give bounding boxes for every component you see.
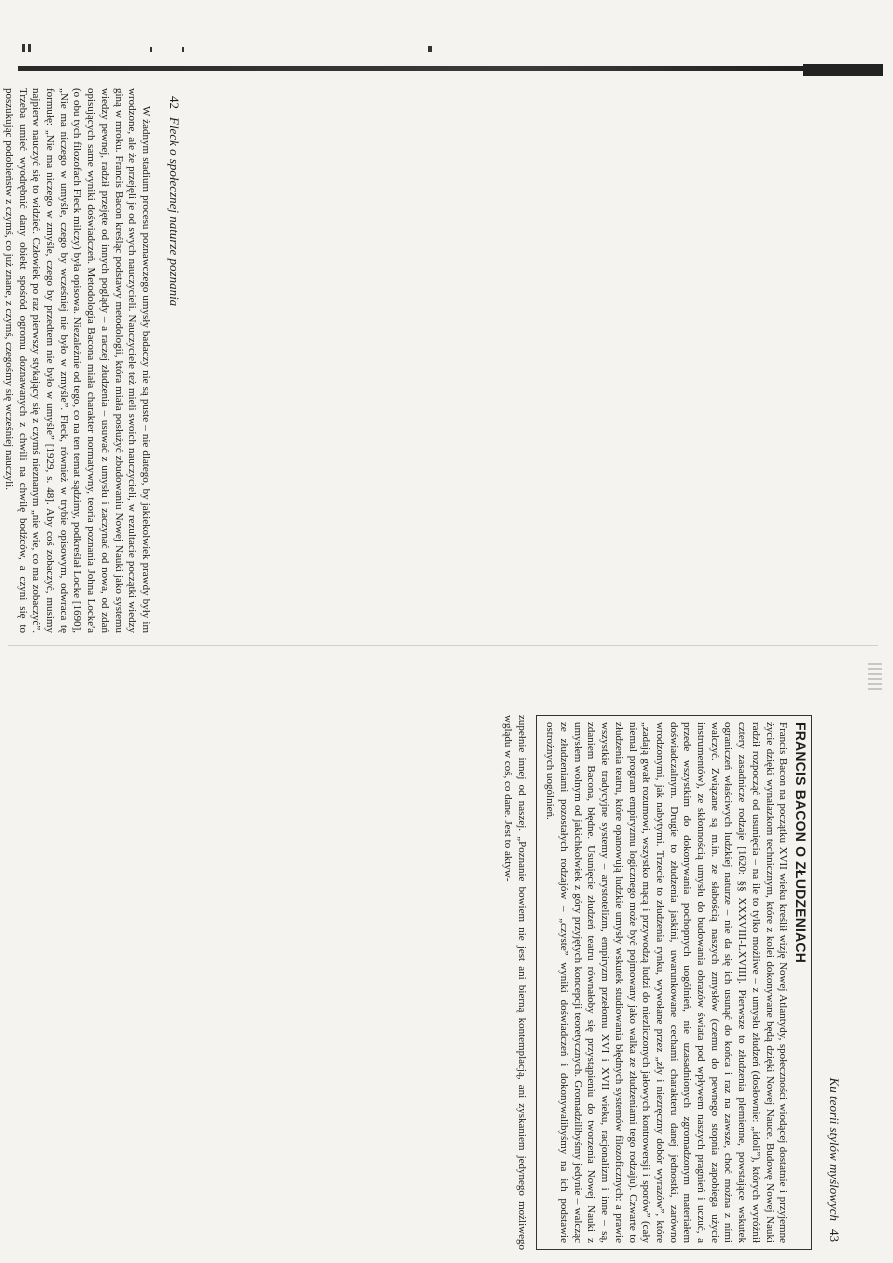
scan-mark xyxy=(428,46,432,52)
page-edge-rule xyxy=(18,66,873,71)
page-edge-shadow xyxy=(803,64,883,76)
box-title: FRANCIS BACON O ZŁUDZENIACH xyxy=(793,722,809,964)
continuation-text: zupełnie innej od naszej. „Poznanie bowiem nie jest ani bierną kontemplacją, ani zyskaniem jedynego możliwego wglądu w coś, co dane. Jest to aktyw- xyxy=(501,715,528,1250)
right-page-body xyxy=(500,715,812,1250)
scan-mark xyxy=(182,47,184,52)
book-gutter xyxy=(8,645,878,646)
continuation-text-block xyxy=(500,715,527,1250)
sidebar-box xyxy=(536,715,812,1250)
gutter-noise xyxy=(868,660,882,690)
paragraph: W żadnym stadium procesu poznawczego umysły badaczy nie są puste – nie dlatego, by jakiekolwiek prawdy były im wrodzone, ale że przejęli je od swych nauczycieli. Nauczyciele też mieli swoich nauczycieli, w rezultacie początki wiedzy giną w mroku. Francis Bacon kreśląc podstawy metodologii, która miała posłużyć zbudowaniu Nowej Nauki jako systemu wiedzy pewnej, radził przejęte od innych poglądy – a raczej złudzenia – usuwać z umysłu i zaczynać od nowa, od zdań opisujących same wyniki doświadczeń. Metodologia Bacona miała charakter normatywny, teoria poznania Johna Locke'a (o obu tych filozofach Fleck milczy) była opisowa. Niezależnie od tego, co na ten temat sądzimy, podkreślał Locke [1690], „Nie ma niczego w umyśle, czego by wcześniej nie było w zmyśle”. Fleck, również w trybie opisowym, odwraca tę formułę: „Nie ma niczego w zmyśle, czego by przedtem nie było w umyśle” [1929, s. 48]. Aby coś zobaczyć, musimy najpierw nauczyć się to widzieć. Człowiek po raz pierwszy stykający się z czymś nieznanym „nie wie, co ma zobaczyć”. Trzeba umieć wyodrębnić dany obiekt spośród ogromu doznawanych z chwili na chwilę bodźców, a czyni się to poszukując podobieństw z czymś, co już znane, z czymś, czegośmy się wcześniej nauczyli. xyxy=(2,88,152,633)
scan-mark xyxy=(150,47,152,52)
right-page-number: 43 xyxy=(827,1229,842,1242)
right-running-title: Ku teorii stylów myślowych xyxy=(827,1077,842,1221)
scan-mark xyxy=(28,44,31,52)
left-page-body xyxy=(0,88,152,633)
right-running-head xyxy=(826,715,842,1250)
left-page-number: 42 xyxy=(167,96,182,109)
box-text: Francis Bacon na początku XVII wieku kreślił wizję Nowej Atlantydy, społeczności wiodącej dostatnie i przyjemne życie dzięki wynalazkom technicznym, które z kolei dokonywane będą dzięki Nowej Nauce. Budowę Nowej Nauki radził rozpocząć od usunięcia – na ile to tylko możliwe – z umysłu złudzeń (dosłownie: „idoli”), których wyróżnił cztery zasadnicze rodzaje [1620: §§ XXXVIII-LXVIII]. Pierwsze to złudzenia plemienne, powstające wskutek ograniczeń właściwych ludzkiej naturze – nie da się ich usunąć do końca i raz na zawsze, choć można z nimi walczyć. Związane są m.in. ze słabością naszych zmysłów (czemu do pewnego stopnia zapobiega użycie instrumentów), ze skłonnością umysłu do budowania obrazów świata pod wpływem naszych pragnień i uczuć, a przede wszystkim do dokonywania pochopnych uogólnień, nie uzasadnionych zgromadzonym materiałem doświadczalnym. Drugie to złudzenia jaskini, uwarunkowane cechami charakteru danej jednostki, zarówno wrodzonymi, jak nabytymi. Trzecie to złudzenia rynku, wywołane przez „zły i niezręczny dobór wyrazów”, które „zadają gwałt rozumowi, wszystko mącą i przywodzą ludzi do niezliczonych jałowych kontrowersji i sporów” (cały niemal program empiryzmu logicznego może być pojmowany jako walka ze złudzeniami tego rodzaju). Czwarte to złudzenia teatru, które opanowują ludzkie umysły wskutek studiowania błędnych systemów filozoficznych: a prawie wszystkie tradycyjne systemy – arystotelizm, empiryzm przełomu XVI i XVII wieku, racjonalizm i inne – są, zdaniem Bacona, błędne. Usunięcie złudzeń teatru równałoby się przystąpieniu do tworzenia Nowej Nauki z umysłem wolnym od jakichkolwiek z góry przyjętych koncepcji teoretycznych. Gromadzilibyśmy jedynie – walcząc ze złudzeniami pozostałych rodzajów – „czyste” wyniki doświadczeń i dokonywalibyśmy na ich podstawie ostrożnych uogólnień. xyxy=(544,722,790,1243)
left-running-title: Fleck o społecznej naturze poznania xyxy=(167,117,182,307)
left-running-head xyxy=(166,88,182,633)
left-page xyxy=(2,88,182,633)
right-page xyxy=(501,715,842,1250)
scan-mark xyxy=(22,44,25,52)
